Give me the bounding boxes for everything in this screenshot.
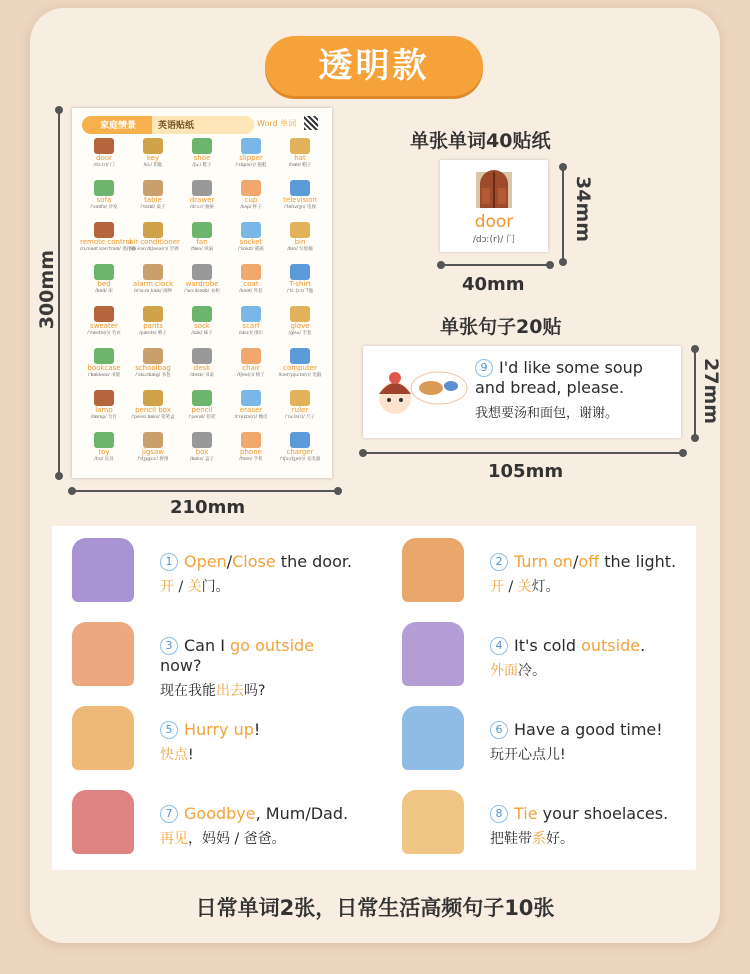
- word-cell: [80, 390, 128, 432]
- word-picture-icon: [94, 432, 114, 448]
- sentence-english-part: Can I: [184, 636, 231, 655]
- dim-dot: [334, 487, 342, 495]
- word-phonetic: /fæn/ 风扇: [190, 247, 214, 252]
- sentence-item: [160, 636, 360, 700]
- word-height-line: [562, 166, 564, 262]
- word-picture-icon: [290, 432, 310, 448]
- word-picture-icon: [143, 138, 163, 154]
- word-phonetic: /rɪˌməʊt kənˈtrəʊl/ 遥控器: [80, 247, 136, 252]
- word-phonetic: /ˈskuːlbæɡ/ 书包: [135, 373, 171, 378]
- word-picture-icon: [192, 180, 212, 196]
- word-picture-icon: [241, 348, 261, 364]
- sheet-height-line: [58, 110, 60, 476]
- word-cell: [276, 390, 324, 432]
- word-phonetic: /bɪn/ 垃圾桶: [287, 247, 313, 252]
- word-label: bed: [97, 280, 111, 288]
- word-picture-icon: [241, 306, 261, 322]
- sentence-width-label: 105mm: [488, 461, 564, 482]
- word-width-label: 40mm: [462, 274, 525, 295]
- word-cell: [80, 432, 128, 474]
- word-picture-icon: [290, 222, 310, 238]
- girl-with-bread-icon: [369, 358, 469, 428]
- word-phonetic: /ˈsəʊfə/ 沙发: [90, 205, 118, 210]
- word-label: computer: [283, 364, 317, 372]
- word-cell: [129, 348, 177, 390]
- sheet-height-label: 300mm: [36, 250, 58, 330]
- door-icon: [472, 164, 516, 208]
- sheet-header-left: 家庭情景: [100, 121, 137, 131]
- word-picture-icon: [94, 180, 114, 196]
- word-phonetic: /sɒk/ 袜子: [191, 331, 213, 336]
- word-phonetic: /ˈslɪpə(r)/ 拖鞋: [235, 163, 267, 168]
- footer-note: 日常单词2张，日常生活高频句子10张: [195, 896, 555, 920]
- word-phonetic: /ʃuː/ 鞋子: [192, 163, 212, 168]
- word-picture-icon: [290, 180, 310, 196]
- sentence-illustration-icon: [402, 538, 464, 602]
- word-cell: [227, 432, 275, 474]
- word-picture-icon: [94, 348, 114, 364]
- sentence-item: [490, 552, 690, 596]
- word-label: shoe: [193, 154, 211, 162]
- word-picture-icon: [241, 222, 261, 238]
- sentence-english-part: It's cold: [514, 636, 582, 655]
- word-cell: [178, 306, 226, 348]
- word-label: pants: [143, 322, 163, 330]
- sentence-english-part: Close: [232, 552, 276, 571]
- word-picture-icon: [192, 390, 212, 406]
- word-phonetic: /pænts/ 裤子: [139, 331, 167, 336]
- word-phonetic: /skɑːf/ 围巾: [238, 331, 264, 336]
- word-label: box: [195, 448, 209, 456]
- sentence-chinese-part: 关: [517, 579, 532, 595]
- word-label: hat: [294, 154, 306, 162]
- word-phonetic: /kəmˈpjuːtə(r)/ 电脑: [278, 373, 322, 378]
- word-phonetic: /ˈpensl bɒks/ 铅笔盒: [131, 415, 175, 420]
- word-phonetic: /desk/ 书桌: [189, 373, 215, 378]
- sentence-number: 7: [160, 805, 178, 823]
- word-picture-icon: [143, 180, 163, 196]
- word-label: bin: [294, 238, 306, 246]
- word-phonetic: /ˈpensl/ 铅笔: [188, 415, 216, 420]
- sheet-width-line: [72, 490, 338, 492]
- word-picture-icon: [94, 390, 114, 406]
- word-phonetic: /bed/ 床: [95, 289, 113, 294]
- word-phonetic: /dɔː(r)/ 门: [93, 163, 115, 168]
- sentence-illustration-icon: [402, 790, 464, 854]
- sentence-english-part: go outside: [230, 636, 315, 655]
- word-phonetic: /kiː/ 钥匙: [143, 163, 163, 168]
- sentence-english-part: outside: [581, 636, 641, 655]
- sentence-number: 3: [160, 637, 178, 655]
- word-cell: [276, 180, 324, 222]
- word-label: sofa: [96, 196, 112, 204]
- word-cell: [276, 306, 324, 348]
- dim-dot: [546, 261, 554, 269]
- word-picture-icon: [143, 264, 163, 280]
- word-cell: [80, 306, 128, 348]
- sentence-english-part: Turn on: [514, 552, 573, 571]
- sentence-sticker-heading: 单张句子20贴: [440, 316, 562, 338]
- word-phonetic: /ˈbʊkkeɪs/ 书架: [87, 373, 121, 378]
- word-height-label: 34mm: [572, 176, 594, 243]
- sentence-english-part: .: [640, 636, 646, 655]
- dim-dot: [559, 163, 567, 171]
- sheet-width-label: 210mm: [170, 497, 246, 518]
- word-picture-icon: [143, 306, 163, 322]
- word-phonetic: /ɪˈreɪzə(r)/ 橡皮: [234, 415, 268, 420]
- word-phonetic: /hæt/ 帽子: [288, 163, 312, 168]
- sentence-chinese-part: 灯。: [531, 579, 560, 595]
- word-picture-icon: [192, 432, 212, 448]
- word-phonetic: /kəʊt/ 外套: [239, 289, 263, 294]
- word-cell: [178, 180, 226, 222]
- sentence-illustration-icon: [72, 790, 134, 854]
- sentence-item: [490, 804, 690, 848]
- word-label: ruler: [291, 406, 309, 414]
- word-picture-icon: [241, 180, 261, 196]
- word-cell: [178, 222, 226, 264]
- sentence-illustration-icon: [402, 706, 464, 770]
- title-badge: 透明款: [265, 36, 483, 96]
- word-cell: [227, 306, 275, 348]
- sentence-english-part: Tie: [514, 804, 538, 823]
- word-picture-icon: [290, 306, 310, 322]
- word-picture-icon: [192, 138, 212, 154]
- sentence-sticker-card: [363, 346, 681, 438]
- word-cell: [80, 222, 136, 264]
- word-label: socket: [239, 238, 263, 246]
- word-picture-icon: [143, 432, 163, 448]
- word-label: television: [283, 196, 317, 204]
- word-label: phone: [240, 448, 262, 456]
- word-cell: [227, 390, 275, 432]
- word-picture-icon: [94, 264, 114, 280]
- sentence-chinese-part: 把鞋带: [490, 831, 532, 847]
- sentence-illustration-icon: [72, 538, 134, 602]
- dim-dot: [359, 449, 367, 457]
- sentence-item: [490, 636, 690, 680]
- sentence-number: 5: [160, 721, 178, 739]
- word-sticker-card: [440, 160, 548, 252]
- sentence-number: 8: [490, 805, 508, 823]
- word-phonetic: /drɔːr/ 抽屉: [189, 205, 214, 210]
- sheet-header-right: Word 单词: [257, 119, 297, 128]
- word-cell: [178, 390, 226, 432]
- word-label: scarf: [242, 322, 260, 330]
- word-phonetic: /ˈswetə(r)/ 毛衣: [87, 331, 121, 336]
- sentence-item: [490, 720, 690, 764]
- word-cell: [178, 348, 226, 390]
- sticker-sheet: [72, 108, 332, 478]
- word-label: pencil box: [135, 406, 171, 414]
- word-label: chair: [242, 364, 260, 372]
- word-cell: [129, 138, 177, 180]
- dim-dot: [55, 472, 63, 480]
- word-cell: [129, 432, 177, 474]
- sentence-english-part: /: [572, 552, 579, 571]
- sentence-number: 6: [490, 721, 508, 739]
- word-sticker-heading: 单张单词40贴纸: [410, 130, 551, 152]
- sentence-height-line: [694, 348, 696, 438]
- word-cell: [276, 432, 324, 474]
- word-picture-icon: [241, 138, 261, 154]
- word-cell: [80, 138, 128, 180]
- word-picture-icon: [290, 138, 310, 154]
- word-cell: [178, 432, 226, 474]
- sentence-chinese-part: 好。: [546, 831, 574, 847]
- word-label: sock: [194, 322, 210, 330]
- word-phonetic: /ˈwɔːdrəʊb/ 衣柜: [184, 289, 220, 294]
- sentence-sticker-text: [475, 358, 675, 421]
- word-label: pencil: [191, 406, 213, 414]
- word-label: T-shirt: [289, 280, 311, 288]
- word-cell: [80, 180, 128, 222]
- word-label: air conditioner: [129, 238, 180, 246]
- sentence-illustration-icon: [72, 622, 134, 686]
- sentence-chinese-part: 吗?: [244, 683, 266, 699]
- word-cell: [178, 138, 226, 180]
- qr-code-icon: [304, 116, 318, 130]
- sentence-item: [160, 720, 360, 764]
- dim-dot: [559, 258, 567, 266]
- word-label: cup: [244, 196, 258, 204]
- word-phonetic: /ɡlʌv/ 手套: [288, 331, 312, 336]
- word-label: fan: [196, 238, 208, 246]
- word-label: lamp: [95, 406, 113, 414]
- word-phonetic: /ˈtiː ʃɜːt/ T恤: [286, 289, 314, 294]
- sentence-chinese-part: 现在我能: [160, 683, 216, 699]
- word-picture-icon: [241, 264, 261, 280]
- word-picture-icon: [192, 348, 212, 364]
- word-picture-icon: [241, 432, 261, 448]
- sentence-number: 1: [160, 553, 178, 571]
- dim-dot: [679, 449, 687, 457]
- dim-dot: [691, 345, 699, 353]
- word-label: key: [146, 154, 160, 162]
- sentence-english-part: off: [578, 552, 600, 571]
- sentence-chinese-part: 出去: [216, 683, 244, 699]
- sentence-chinese-part: 再见: [160, 831, 188, 847]
- word-label: glove: [290, 322, 310, 330]
- sentence-english-part: !: [253, 720, 261, 739]
- dim-dot: [437, 261, 445, 269]
- word-cell: [129, 222, 180, 264]
- sentence-chinese-part: 系: [532, 831, 546, 847]
- sentence-english-part: Have a good time!: [514, 720, 663, 739]
- word-label: slipper: [239, 154, 263, 162]
- word-phonetic: /tɔɪ/ 玩具: [94, 457, 114, 462]
- word-cell: [227, 222, 275, 264]
- word-label: bookcase: [87, 364, 121, 372]
- sentence-english-part: the light.: [599, 552, 677, 571]
- word-label: toy: [98, 448, 110, 456]
- word-phonetic: /ˈtelɪvɪʒn/ 电视: [284, 205, 316, 210]
- word-label: table: [144, 196, 162, 204]
- sentence-chinese-part: !: [188, 747, 194, 763]
- sheet-header-mid: 英语贴纸: [158, 121, 195, 131]
- sentence-number: 4: [490, 637, 508, 655]
- word-label: wardrobe: [185, 280, 219, 288]
- sentence-chinese-part: 外面: [490, 663, 518, 679]
- word-sticker-word: door: [474, 212, 514, 232]
- sentence-number: 2: [490, 553, 508, 571]
- sentence-sticker-english: I'd like some soup and bread, please.: [475, 358, 643, 397]
- word-phonetic: /ˈruːlə(r)/ 尺子: [284, 415, 316, 420]
- word-picture-icon: [241, 390, 261, 406]
- word-cell: [129, 264, 177, 306]
- sentence-english-part: now?: [160, 656, 202, 675]
- word-phonetic: /ˈtʃɑːdʒə(r)/ 充电器: [279, 457, 321, 462]
- word-phonetic: /eə kənˈdɪʃənə(r)/ 空调: [129, 247, 179, 252]
- word-label: remote control: [80, 238, 132, 246]
- sentence-chinese-part: 冷。: [518, 663, 546, 679]
- sentence-english-part: , Mum/Dad.: [255, 804, 349, 823]
- sentence-english-part: your shoelaces.: [537, 804, 669, 823]
- word-cell: [129, 390, 177, 432]
- sentence-sticker-chinese: 我想要汤和面包，谢谢。: [475, 406, 619, 421]
- word-cell: [276, 138, 324, 180]
- word-picture-icon: [290, 348, 310, 364]
- sentence-chinese-part: ，妈妈 / 爸爸。: [188, 831, 286, 847]
- sentence-chinese-part: 关: [187, 579, 202, 595]
- sentence-chinese-part: /: [504, 579, 518, 595]
- sentence-chinese-part: 玩开心点儿!: [490, 747, 566, 763]
- word-label: coat: [243, 280, 259, 288]
- word-phonetic: /ˈteɪbl/ 桌子: [140, 205, 166, 210]
- word-phonetic: /bɒks/ 盒子: [189, 457, 215, 462]
- word-picture-icon: [143, 390, 163, 406]
- word-picture-icon: [143, 348, 163, 364]
- sentence-item: [160, 552, 360, 596]
- word-picture-icon: [94, 306, 114, 322]
- word-cell: [227, 138, 275, 180]
- sentence-width-line: [363, 452, 683, 454]
- word-cell: [227, 264, 275, 306]
- word-cell: [178, 264, 226, 306]
- word-phonetic: /tʃeə(r)/ 椅子: [237, 373, 265, 378]
- sentence-illustration-icon: [72, 706, 134, 770]
- word-cell: [129, 306, 177, 348]
- word-label: door: [96, 154, 112, 162]
- word-phonetic: /ˈsɒkɪt/ 插座: [238, 247, 264, 252]
- word-cell: [276, 264, 324, 306]
- sentence-chinese-part: /: [174, 579, 188, 595]
- word-cell: [276, 348, 324, 390]
- word-picture-icon: [192, 306, 212, 322]
- dim-dot: [68, 487, 76, 495]
- word-picture-icon: [290, 264, 310, 280]
- word-label: alarm clock: [132, 280, 174, 288]
- sentence-english-part: Hurry up: [184, 720, 254, 739]
- sentence-english-part: the door.: [275, 552, 353, 571]
- sentence-chinese-part: 快点: [160, 747, 188, 763]
- word-cell: [227, 348, 275, 390]
- sentence-sticker-number: 9: [475, 359, 493, 377]
- word-label: sweater: [90, 322, 118, 330]
- word-picture-icon: [192, 264, 212, 280]
- sentence-english-part: /: [226, 552, 233, 571]
- word-cell: [80, 264, 128, 306]
- word-cell: [129, 180, 177, 222]
- word-picture-icon: [143, 222, 163, 238]
- word-cell: [276, 222, 324, 264]
- word-phonetic: /læmp/ 台灯: [90, 415, 118, 420]
- word-picture-icon: [192, 222, 212, 238]
- word-phonetic: /kʌp/ 杯子: [240, 205, 262, 210]
- word-sticker-phonetic: /dɔː(r)/ 门: [472, 235, 516, 245]
- word-picture-icon: [290, 390, 310, 406]
- word-phonetic: /ˈdʒɪɡsɔː/ 拼图: [137, 457, 169, 462]
- word-label: charger: [286, 448, 314, 456]
- word-width-line: [440, 264, 550, 266]
- word-picture-icon: [94, 138, 114, 154]
- word-label: eraser: [239, 406, 263, 414]
- word-label: desk: [193, 364, 211, 372]
- dim-dot: [691, 434, 699, 442]
- sentences-panel: [52, 526, 696, 870]
- sentence-item: [160, 804, 360, 848]
- word-label: schoolbag: [135, 364, 171, 372]
- sentence-chinese-part: 开: [490, 579, 504, 595]
- sentence-chinese-part: 开: [160, 579, 174, 595]
- word-picture-icon: [94, 222, 114, 238]
- dim-dot: [55, 106, 63, 114]
- word-phonetic: /fəʊn/ 手机: [239, 457, 263, 462]
- sentence-english-part: Goodbye: [184, 804, 256, 823]
- sentence-height-label: 27mm: [700, 358, 722, 425]
- word-label: drawer: [189, 196, 215, 204]
- sentence-illustration-icon: [402, 622, 464, 686]
- word-cell: [227, 180, 275, 222]
- word-label: jigsaw: [142, 448, 164, 456]
- word-phonetic: /əˈlɑːm klɒk/ 闹钟: [133, 289, 173, 294]
- word-cell: [80, 348, 128, 390]
- sentence-chinese-part: 门。: [201, 579, 230, 595]
- sentence-english-part: Open: [184, 552, 227, 571]
